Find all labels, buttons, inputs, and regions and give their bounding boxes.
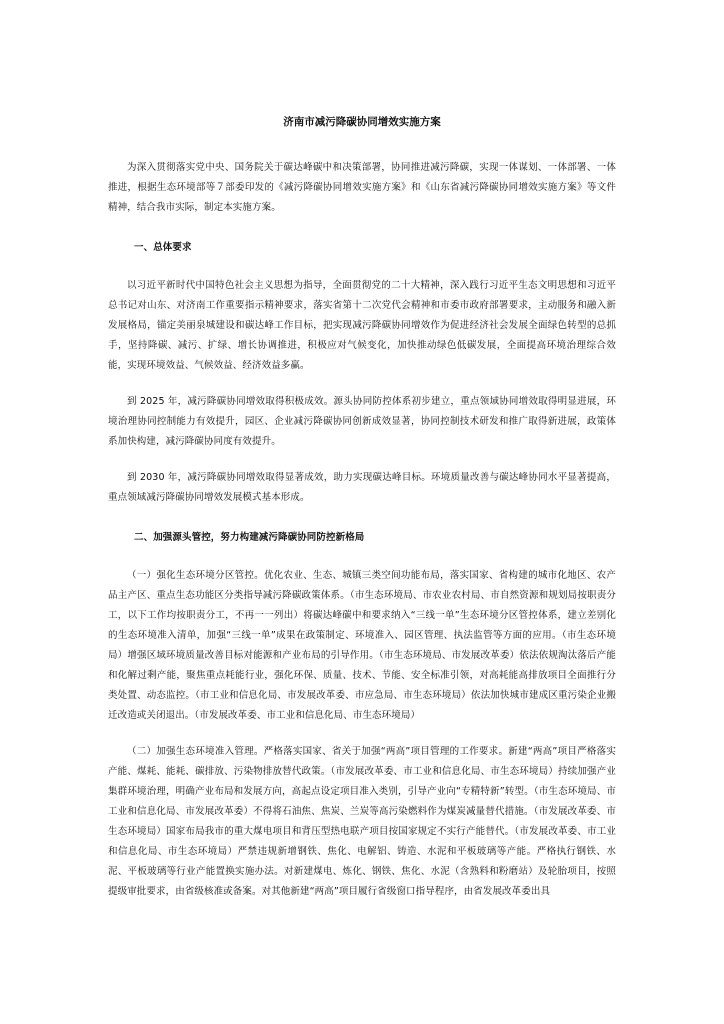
section-heading-general: 一、总体要求 — [134, 242, 192, 253]
intro-paragraph: 为深入贯彻落实党中央、国务院关于碳达峰碳中和决策部署，协同推进减污降碳，实现一体谋划、一体部署、一体推进，根据生态环境部等７部委印发的《减污降碳协同增效实施方案》和《山东省减污降碳协同增效实施方案》等文件精神，结合我市实际，制定本实施方案。 — [108, 162, 616, 213]
section-heading-source-control: 二、加强源头管控，努力构建减污降碳协同防控新格局 — [134, 532, 365, 543]
document-title: 济南市减污降碳协同增效实施方案 — [283, 116, 441, 128]
goal-2025-paragraph: 到 2025 年，减污降碳协同增效取得积极成效。源头协同防控体系初步建立，重点领域协同增效取得明显进展，环境治理协同控制能力有效提升，园区、企业减污降碳协同创新成效显著，协同控制技术研发和推广取得新进展，政策体系加快构建，减污降碳协同度有效提升。 — [108, 396, 616, 447]
subsection-zoning-paragraph: （一）强化生态环境分区管控。优化农业、生态、城镇三类空间功能布局，落实国家、省构建的城市化地区、农产品主产区、重点生态功能区分类指导减污降碳政策体系。（市生态环境局、市农业农村局、市自然资源和规划局按职责分工，以下工作均按职责分工，不再一一列出）将碳达峰碳中和要求纳入“三线一单”生态环境分区管控体系，建立差别化的生态环境准入清单，加强“三线一单”成果在政策制定、环境准入、园区管理、执法监管等方面的应用。（市生态环境局）增强区域环境质量改善目标对能源和产业布局的引导作用。（市生态环境局、市发展改革委）依法依规淘汰落后产能和化解过剩产能，聚焦重点耗能行业，强化环保、质量、技术、节能、安全标准引领，对高耗能高排放项目全面推行分类处置、动态监控。（市工业和信息化局、市发展改革委、市应急局、市生态环境局）依法加快城市建成区重污染企业搬迁改造或关闭退出。（市发展改革委、市工业和信息化局、市生态环境局） — [108, 570, 616, 721]
subsection-access-paragraph: （二）加强生态环境准入管理。严格落实国家、省关于加强“两高”项目管理的工作要求。新建“两高”项目严格落实产能、煤耗、能耗、碳排放、污染物排放替代政策。（市发展改革委、市工业和信息化局、市生态环境局）持续加强产业集群环境治理，明确产业布局和发展方向，高起点设定项目准入类别，引导产业向“专精特新”转型。（市生态环境局、市工业和信息化局、市发展改革委）不得将石油焦、焦炭、兰炭等高污染燃料作为煤炭减量替代措施。（市发展改革委、市生态环境局）国家布局我市的重大煤电项目和背压型热电联产项目按国家规定不实行产能替代。（市发展改革委、市工业和信息化局、市生态环境局）严禁违规新增钢铁、焦化、电解铝、铸造、水泥和平板玻璃等产能。严格执行钢铁、水泥、平板玻璃等行业产能置换实施办法。对新建煤电、炼化、钢铁、焦化、水泥（含熟料和粉磨站）及轮胎项目，按照提级审批要求，由省级核准或备案。对其他新建“两高”项目履行省级窗口指导程序，由省发展改革委出具 — [108, 746, 616, 897]
goal-2030-paragraph: 到 2030 年，减污降碳协同增效取得显著成效，助力实现碳达峰目标。环境质量改善与碳达峰协同水平显著提高，重点领域减污降碳协同增效发展模式基本形成。 — [108, 472, 616, 503]
general-requirements-paragraph: 以习近平新时代中国特色社会主义思想为指导，全面贯彻党的二十大精神，深入践行习近平生态文明思想和习近平总书记对山东、对济南工作重要指示精神要求，落实省第十二次党代会精神和市委市政府部署要求，主动服务和融入新发展格局，锚定美丽泉城建设和碳达峰工作目标，把实现减污降碳协同增效作为促进经济社会发展全面绿色转型的总抓手，坚持降碳、减污、扩绿、增长协调推进，积极应对气候变化，加快推动绿色低碳发展，全面提高环境治理综合效能，实现环境效益、气候效益、经济效益多赢。 — [108, 280, 616, 371]
